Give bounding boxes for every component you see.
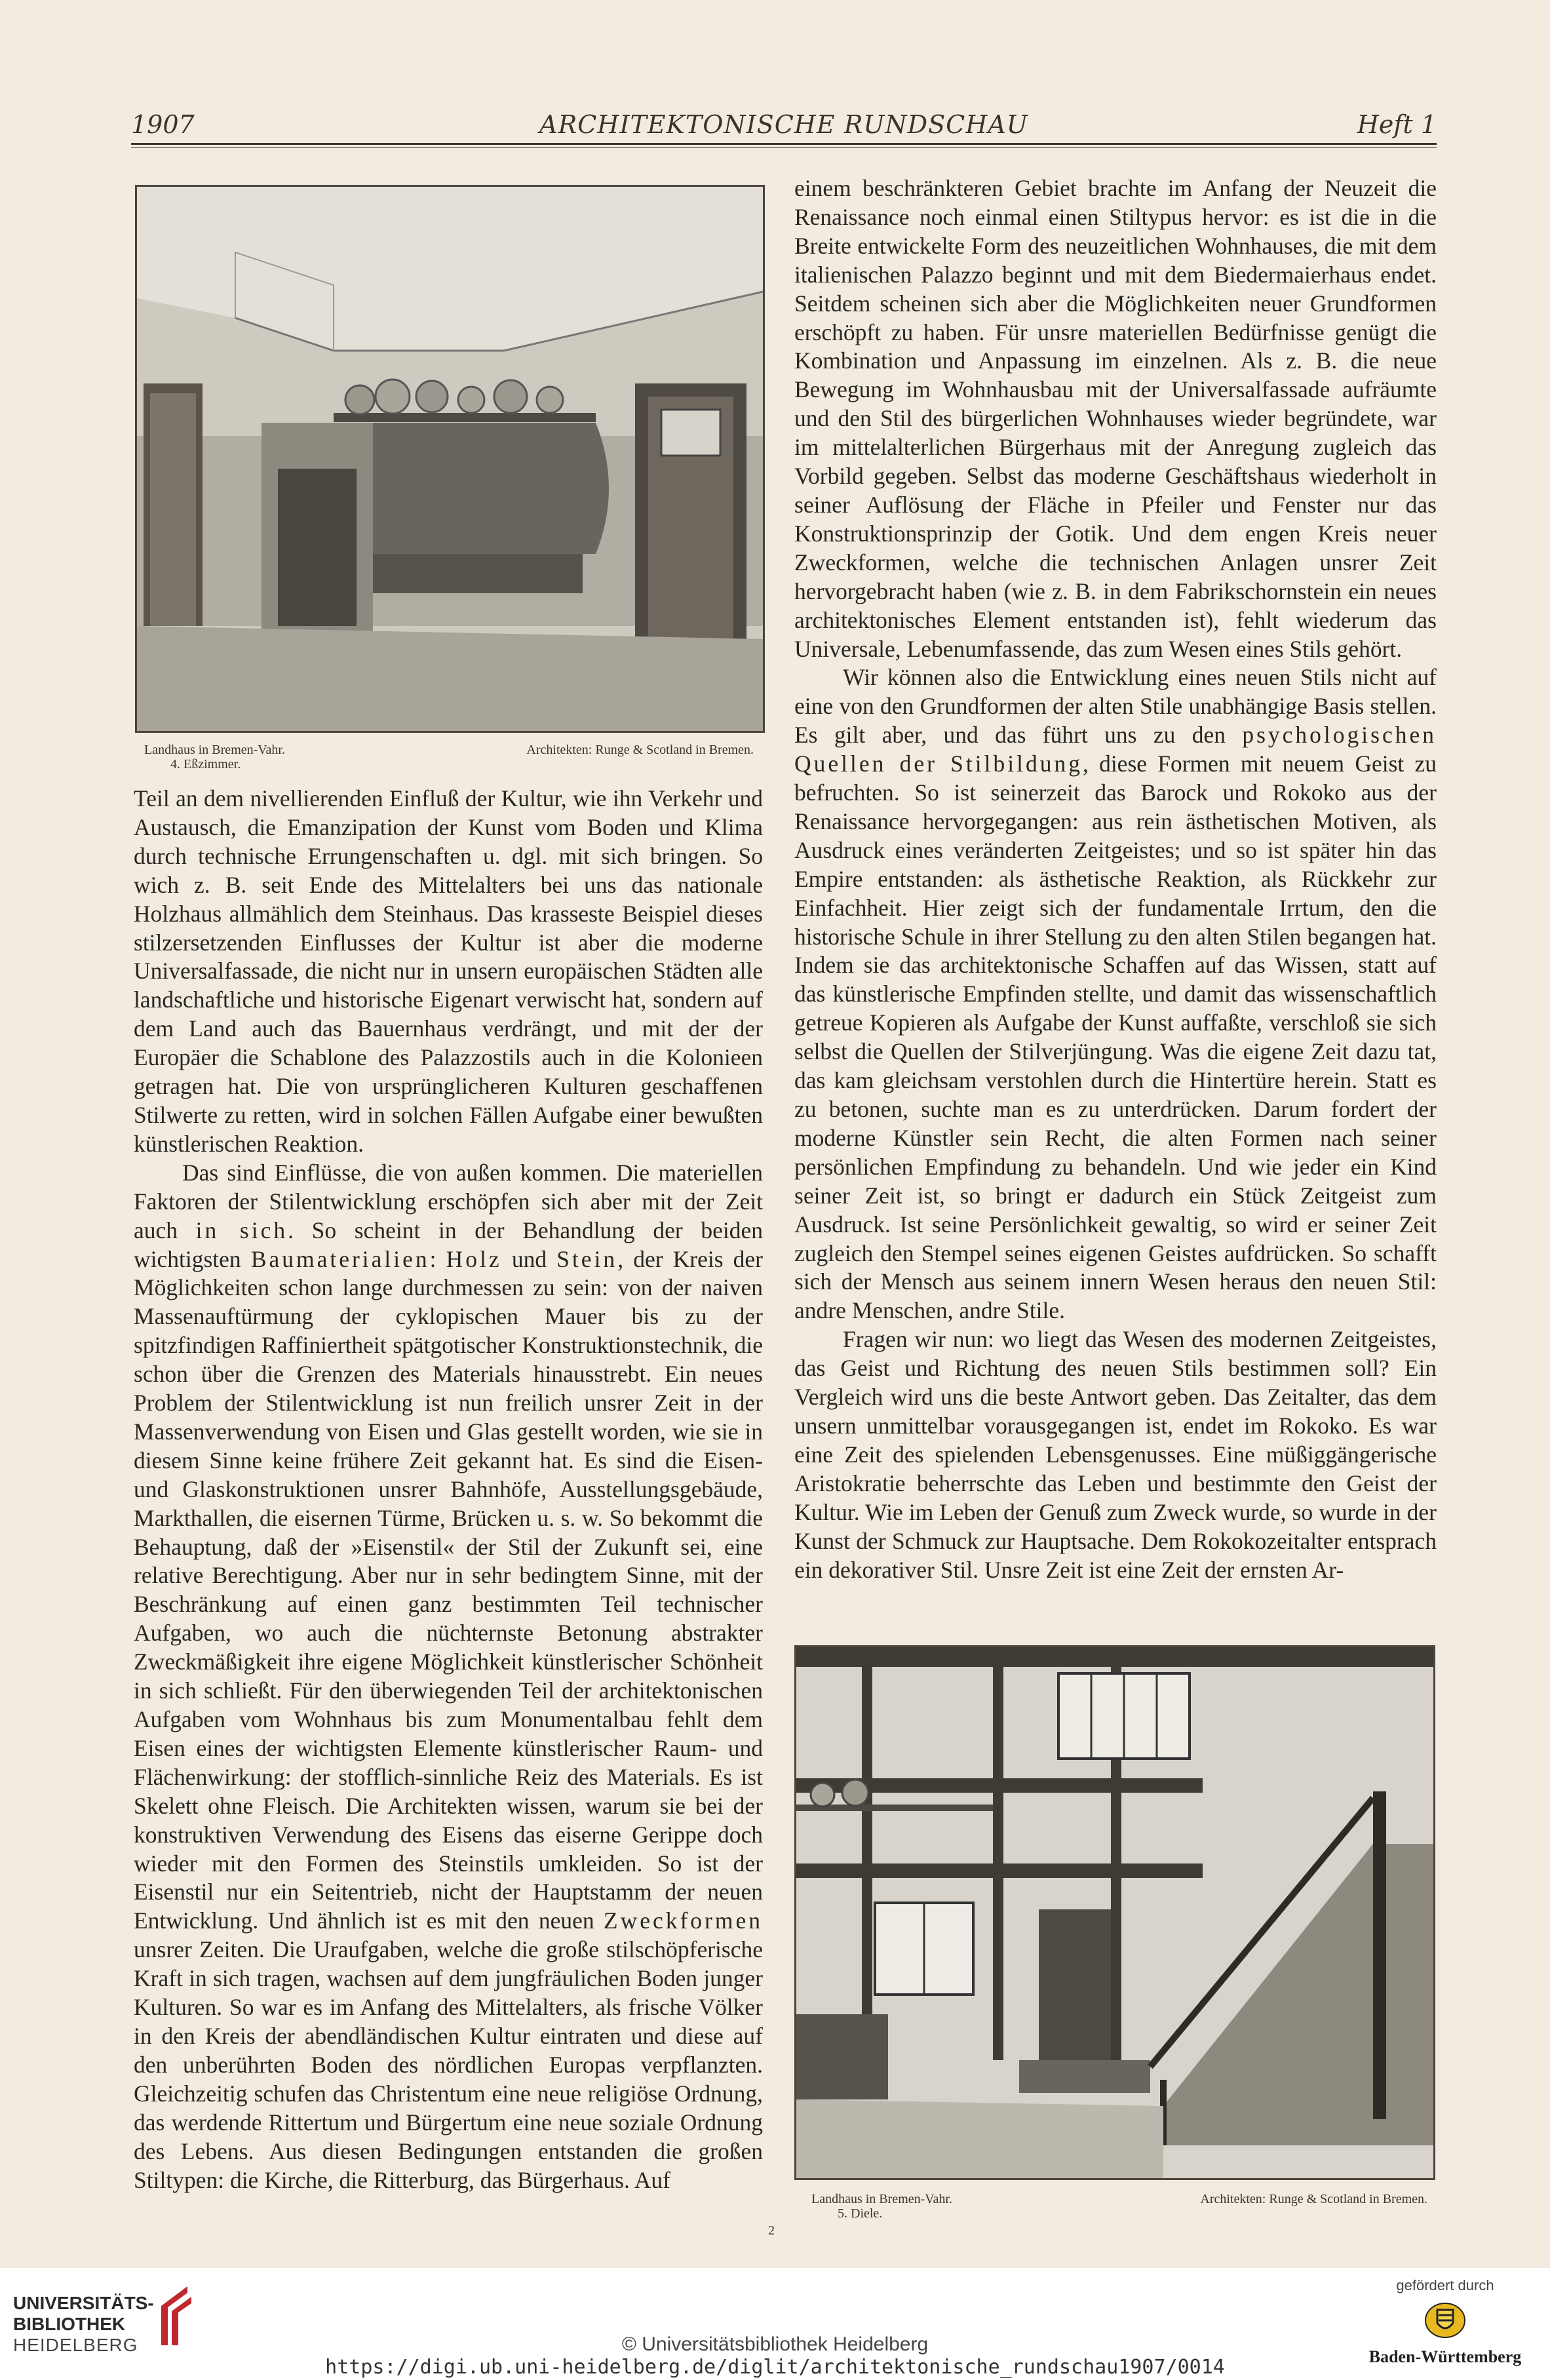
permalink-url[interactable]: https://digi.ub.uni-heidelberg.de/diglit/architektonische_rundschau1907/0014 [325, 2356, 1225, 2379]
state-coat-of-arms-icon [1424, 2299, 1466, 2341]
copyright-notice: © Universitätsbibliothek Heidelberg [621, 2333, 929, 2355]
library-name-line2: BIBLIOTHEK [13, 2314, 126, 2334]
sponsor-label: gefördert durch [1396, 2277, 1494, 2293]
paragraph: Fragen wir nun: wo liegt das Wesen des modernen Zeitgeistes, das Geist und Richtung des neuen Stils bestimmen soll? Ein Vergleich wird uns die beste Antwort geben. Das Zeitalter, das dem unsern unmittelbar vorausgegangen ist, endet im Rokoko. Es war eine Zeit des spielenden Lebensgenusses. Eine müßiggängerische Aristokratie beherrschte das Leben und bestimmte den Geist der Kultur. Wie im Leben der Genuß zum Zweck wurde, so wurde in der Kunst der Schmuck zur Hauptsache. Dem Rokokozeitalter entsprach ein dekorativer Stil. Unsre Zeit ist eine Zeit der ernsten Ar- [794, 1326, 1437, 1583]
running-header [131, 110, 1437, 147]
text-column-right [794, 174, 1437, 1584]
caption-room: 4. Eßzimmer. [170, 757, 241, 771]
dining-room-illustration [137, 187, 763, 731]
library-name-line1: UNIVERSITÄTS- [13, 2293, 154, 2313]
paragraph: Wir können also die Entwicklung eines neuen Stils nicht auf eine von den Grundformen der alten Stile unabhängige Basis stellen. Es gilt aber, und das führt uns zu den psychologischen Quellen der Stilbildung, diese Formen mit neuem Geist zu befruchten. So ist seinerzeit das Barock und Rokoko aus der Renaissance hervorgegangen: aus rein ästhetischen Motiven, als Ausdruck eines veränderten Zeitgeistes; und so ist später hin das Empire entstanden: als ästhetische Reaktion, als Rückkehr zur Einfachheit. Hier zeigt sich der fundamentale Irrtum, den die historische Schule in ihrer Stellung zu den alten Stilen begangen hat. Indem sie das architektonische Schaffen auf das Wissen, statt auf das künstlerische Empfinden stellte, und damit das wissenschaftlich getreue Kopieren als Aufgabe der Kunst auffaßte, verschloß sie sich selbst die Quellen der Stilverjüngung. Was die eigene Zeit dazu tat, das kam gleichsam verstohlen durch die Hintertüre herein. Statt es zu betonen, suchte man es zu unterdrücken. Darum fordert der moderne Künstler sein Recht, die alten Formen nach seiner persönlichen Empfindung zu behandeln. Und wie jeder ein Kind seiner Zeit ist, so bringt er dadurch ein Stück Zeitgeist zum Ausdruck. Ist seine Persönlichkeit gewaltig, so wird er seiner Zeit zugleich den Stempel seines eigenen Geistes aufdrücken. So schafft sich der Mensch aus seinem innern Wesen heraus den neuen Stil: andre Menschen, andre Stile. [794, 664, 1437, 1324]
caption-architects: Architekten: Runge & Scotland in Bremen. [526, 743, 754, 757]
caption-location: Landhaus in Bremen-Vahr. [144, 743, 285, 757]
figure-dining-room [135, 185, 765, 733]
text-column-left [134, 785, 763, 2195]
header-rule-thin [131, 147, 1437, 148]
hall-illustration [796, 1647, 1433, 2178]
sponsor-block[interactable] [1357, 2277, 1534, 2367]
library-name-line3: HEIDELBERG [13, 2335, 138, 2355]
paragraph: einem beschränkteren Gebiet brachte im Anfang der Neuzeit die Renaissance noch einmal einen Stiltypus hervor: es ist die in die Breite entwickelte Form des neuzeitlichen Wohnhauses, die mit dem italienischen Palazzo beginnt und mit dem Biedermaierhaus endet. Seitdem scheinen sich aber die Möglichkeiten neuer Grundformen erschöpft zu haben. Für unsre materiellen Bedürfnisse genügt die Kombination und Anpassung im einzelnen. Als z. B. die neue Bewegung im Wohnhausbau mit der Universalfassade aufräumte und den Stil des bürgerlichen Wohnhauses wieder begründete, war im mittelalterlichen Bürgerhaus mit der Anregung zugleich das Vorbild gegeben. Selbst das moderne Geschäftshaus wiederholt in seiner Auflösung der Fläche in Pfeiler und Fenster nur das Konstruktionsprinzip der Gotik. Und dem engen Kreis neuer Zweckformen, welche die technischen Anlagen unsrer Zeit hervorgebracht haben (wie z. B. in dem Fabrikschornstein ein neues architektonisches Element entstanden ist), fehlt wiederum das Universale, Lebenumfassende, das zum Wesen eines Stils gehört. [794, 175, 1437, 662]
header-rule [131, 143, 1437, 145]
page-number: 2 [768, 2223, 775, 2238]
caption-room: 5. Diele. [838, 2206, 883, 2221]
figure-hall [794, 1645, 1435, 2180]
header-issue: Heft 1 [1357, 110, 1437, 139]
header-year: 1907 [131, 110, 195, 139]
header-title: ARCHITEKTONISCHE RUNDSCHAU [539, 110, 1028, 139]
caption-location: Landhaus in Bremen-Vahr. [811, 2192, 952, 2206]
paragraph: Das sind Einflüsse, die von außen kommen. Die materiellen Faktoren der Stilentwicklung erschöpfen sich aber mit der Zeit auch in sich. So scheint in der Behandlung der beiden wichtigsten Baumaterialien: Holz und Stein, der Kreis der Möglichkeiten schon lange durchmessen zu sein: von der naiven Massenauftürmung der cyklopischen Mauer bis zu der spitzfindigen Raffiniertheit spätgotischer Konstruktionstechnik, die schon über die Grenzen des Materials hinausstrebt. Ein neues Problem der Stilentwicklung ist nun freilich unsrer Zeit in der Massenverwendung von Eisen und Glas gestellt worden, wie sie in diesem Sinne keine frühere Zeit gekannt hat. Es sind die Eisen- und Glaskonstruktionen unsrer Bahnhöfe, Ausstellungsgebäude, Markthallen, die eisernen Türme, Brücken u. s. w. So bekommt die Behauptung, daß der »Eisenstil« der Stil der Zukunft sei, eine relative Berechtigung. Aber nur in sehr bedingtem Sinne, mit der Beschränkung auf einen ganz bestimmten Teil technischer Aufgaben, wo auch die nüchternste Betonung abstrakter Zweckmäßigkeit ihre eigene Möglichkeit künstlerischer Schönheit in sich schließt. Für den überwiegenden Teil der architektonischen Aufgaben vom Wohnhaus bis zum Monumentalbau fehlt dem Eisen eines der wichtigsten Elemente künstlerischer Raum- und Flächenwirkung: der stofflich-sinnliche Reiz des Materials. Es ist Skelett ohne Fleisch. Die Architekten wissen, warum sie bei der konstruktiven Verwendung des Eisens das eiserne Gerippe doch wieder mit den Formen des Steinstils umkleiden. So ist der Eisenstil nur ein Seitentrieb, nicht der Hauptstamm der neuen Entwicklung. Und ähnlich ist es mit den neuen Zweckformen unsrer Zeiten. Die Uraufgaben, welche die große stilschöpferische Kraft in sich tragen, wachsen auf dem jungfräulichen Boden junger Kulturen. So war es im Anfang des Mittelalters, als frische Völker in den Kreis der abendländischen Kultur eintraten und diese auf den unberührten Boden des nördlichen Europas verpflanzten. Gleichzeitig schufen das Christentum eine neue religiöse Ordnung, das werdende Rittertum und Bürgertum eine neue soziale Ordnung des Lebens. Aus diesen Bedingungen entstanden die großen Stiltypen: die Kirche, die Ritterburg, das Bürgerhaus. Auf [134, 1159, 764, 2193]
paragraph: Teil an dem nivellierenden Einfluß der Kultur, wie ihn Verkehr und Austausch, die Emanzipation der Kunst vom Boden und Klima durch technische Errungenschaften u. dgl. mit sich bringen. So wich z. B. seit Ende des Mittelalters bei uns das nationale Holzhaus allmählich dem Steinhaus. Das krasseste Beispiel dieses stilzersetzenden Einflusses der Kultur ist aber die moderne Universalfassade, die nicht nur in unsern europäischen Städten alle landschaftliche und historische Eigenart verwischt hat, sondern auf dem Land auch das Bauernhaus verdrängt, und mit der der Europäer die Schablone des Palazzostils auch in die Kolonieen getragen hat. Die von ursprünglicheren Kulturen geschaffenen Stilwerte zu retten, wird in solchen Fällen Aufgabe einer bewußten künstlerischen Reaktion. [134, 785, 763, 1157]
sponsor-name: Baden-Württemberg [1368, 2347, 1522, 2366]
caption-architects: Architekten: Runge & Scotland in Bremen. [1200, 2192, 1427, 2206]
